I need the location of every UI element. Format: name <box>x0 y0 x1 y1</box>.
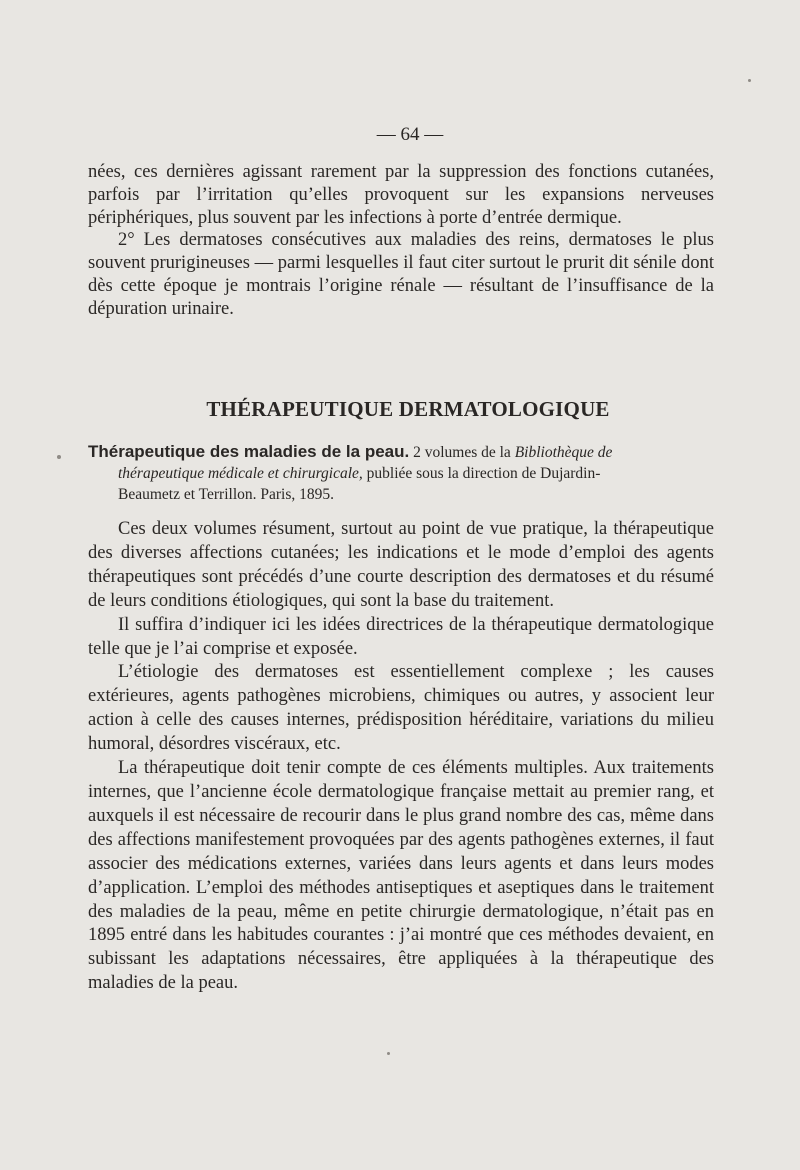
bibliography-title: Thérapeutique des maladies de la peau. <box>88 442 410 461</box>
intro-text <box>88 161 714 321</box>
bibliography-series: Bibliothèque de <box>514 444 613 461</box>
bibliography-series: thérapeutique médicale et chirurgicale, <box>118 465 363 482</box>
print-speck <box>57 455 61 459</box>
print-speck <box>748 79 751 82</box>
intro-paragraph: nées, ces dernières agissant rarement par la suppression des fonctions cutanées, parfois par l’irritation qu’elles provoquent sur les expansions nerveuses périphériques, plus souvent par les infections à porte d’entrée dermique. <box>88 162 714 228</box>
print-speck <box>387 1052 390 1055</box>
bibliography-line: Beaumetz et Terrillon. Paris, 1895. <box>118 486 335 503</box>
page-number: — 64 — <box>376 124 444 145</box>
bibliography-entry <box>88 441 714 505</box>
bibliography-text: publiée sous la direction de Dujardin- <box>362 465 601 482</box>
bibliography-line <box>88 463 714 484</box>
intro-paragraph: 2° Les dermatoses consécutives aux maladies des reins, dermatoses le plus souvent prurigineuses — parmi lesquelles il faut citer surtout le prurit dit sénile dont dès cette époque je montrais l’origine rénale — résultant de l’insuffisance de la dépuration urinaire. <box>88 230 714 319</box>
body-paragraph: L’étiologie des dermatoses est essentiellement complexe ; les causes extérieures, agents pathogènes microbiens, chimiques ou autres, y associent leur action à celle des causes internes, prédisposition héréditaire, variations du milieu humoral, désordres viscéraux, etc. <box>88 662 714 755</box>
body-text <box>88 518 714 996</box>
body-paragraph: La thérapeutique doit tenir compte de ces éléments multiples. Aux traitements internes, que l’ancienne école dermatologique française mettait au premier rang, et auxquels il est nécessaire de recourir dans le plus grand nombre des cas, même dans des affections manifestement provoquées par des agents pathogènes externes, il faut associer des médications externes, variées dans leurs agents et dans leurs modes d’application. L’emploi des méthodes antiseptiques et aseptiques dans le traitement des maladies de la peau, même en petite chirurgie dermatologique, n’était pas en 1895 entré dans les habitudes courantes : j’ai montré que ces méthodes devaient, en subissant les adaptations nécessaires, être appliquées à la thérapeutique des maladies de la peau. <box>88 758 714 994</box>
bibliography-text: 2 volumes de la <box>409 444 515 461</box>
bibliography-line <box>88 441 714 463</box>
section-title: THÉRAPEUTIQUE DERMATOLOGIQUE <box>206 397 610 421</box>
body-paragraph: Ces deux volumes résument, surtout au point de vue pratique, la thérapeutique des diverses affections cutanées; les indications et le mode d’emploi des agents thérapeutiques sont précédés d’une courte description des dermatoses et du résumé de leurs conditions étiologiques, qui sont la base du traitement. <box>88 519 714 611</box>
body-paragraph: Il suffira d’indiquer ici les idées directrices de la thérapeutique dermatologique telle que je l’ai comprise et exposée. <box>88 614 714 659</box>
